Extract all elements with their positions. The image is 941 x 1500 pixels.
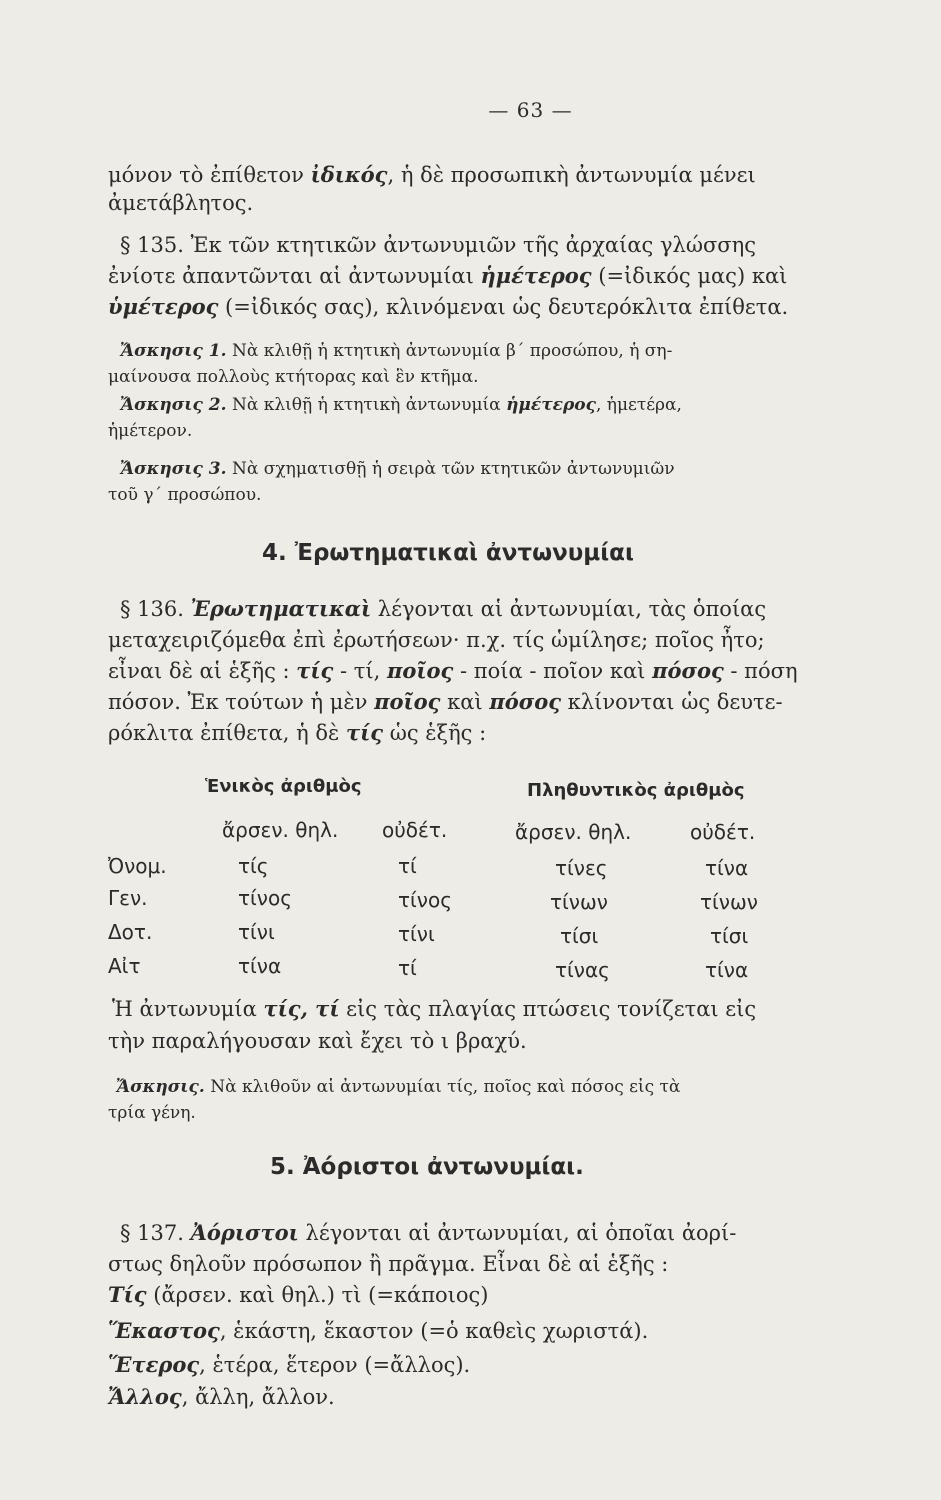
- text-line: § 136. Ἐρωτηματικαὶ λέγονται αἱ ἀντωνυμίαι, τὰς ὁποίας: [120, 596, 767, 621]
- exercise-line: Ἄσκησις 2. Νὰ κλιθῇ ἡ κτητικὴ ἀντωνυμία ἡμέτερος, ἡμετέρα,: [120, 395, 682, 415]
- section-heading: 5. Ἀόριστοι ἀντωνυμίαι.: [270, 1154, 584, 1180]
- table-cell: τίνα: [705, 856, 749, 880]
- exercise-line: τοῦ γ΄ προσώπου.: [108, 485, 262, 505]
- exercise-line: Ἄσκησις. Νὰ κλιθοῦν αἱ ἀντωνυμίαι τίς, ποῖος καὶ πόσος εἰς τὰ: [116, 1077, 681, 1097]
- text-line: ρόκλιτα ἐπίθετα, ἡ δὲ τίς ὡς ἑξῆς :: [108, 720, 487, 745]
- table-subheader: οὐδέτ.: [690, 820, 756, 844]
- text-line: ὑμέτερος (=ἰδικός σας), κλινόμεναι ὡς δευτερόκλιτα ἐπίθετα.: [108, 294, 789, 319]
- text-line: Ἕκαστος, ἑκάστη, ἕκαστον (=ὁ καθεὶς χωριστά).: [108, 1318, 649, 1343]
- exercise-line: Ἄσκησις 3. Νὰ σχηματισθῇ ἡ σειρὰ τῶν κτητικῶν ἀντωνυμιῶν: [120, 459, 675, 479]
- table-subheader: ἄρσεν. θηλ.: [222, 818, 339, 842]
- table-cell: τίνα: [705, 958, 749, 982]
- table-cell: τί: [398, 854, 417, 878]
- table-cell: τίνος: [238, 886, 292, 910]
- text-line: μόνον τὸ ἐπίθετον ἰδικός, ἡ δὲ προσωπικὴ ἀντωνυμία μένει: [108, 162, 756, 187]
- table-cell: Αἰτ: [108, 954, 141, 978]
- text-line: Ἄλλος, ἄλλη, ἄλλον.: [108, 1384, 335, 1409]
- exercise-line: ἡμέτερον.: [108, 421, 193, 441]
- table-cell: τίνας: [555, 958, 610, 982]
- table-cell: τίνων: [700, 890, 758, 914]
- table-cell: Γεν.: [108, 886, 148, 910]
- text-line: εἶναι δὲ αἱ ἑξῆς : τίς - τί, ποῖος - ποία - ποῖον καὶ πόσος - πόση: [108, 658, 798, 683]
- text-line: Ἡ ἀντωνυμία τίς, τί εἰς τὰς πλαγίας πτώσεις τονίζεται εἰς: [112, 996, 757, 1021]
- text-line: τὴν παραλήγουσαν καὶ ἔχει τὸ ι βραχύ.: [108, 1029, 527, 1053]
- text-line: Τίς (ἄρσεν. καὶ θηλ.) τὶ (=κάποιος): [108, 1282, 489, 1307]
- page-number: — 63 —: [488, 98, 573, 122]
- text-line: ἀμετάβλητος.: [108, 191, 254, 215]
- exercise-line: Ἄσκησις 1. Νὰ κλιθῇ ἡ κτητικὴ ἀντωνυμία β΄ προσώπου, ἡ ση-: [120, 341, 673, 361]
- text-line: ἐνίοτε ἀπαντῶνται αἱ ἀντωνυμίαι ἡμέτερος (=ἰδικός μας) καὶ: [108, 263, 788, 288]
- table-cell: τίς: [238, 854, 269, 878]
- text-line: § 135. Ἐκ τῶν κτητικῶν ἀντωνυμιῶν τῆς ἀρχαίας γλώσσης: [120, 233, 756, 257]
- table-header-singular: Ἑνικὸς ἀριθμὸς: [205, 776, 362, 797]
- table-cell: τίνι: [398, 922, 435, 946]
- table-subheader: οὐδέτ.: [382, 818, 448, 842]
- text-line: πόσον. Ἐκ τούτων ἡ μὲν ποῖος καὶ πόσος κλίνονται ὡς δευτε-: [108, 689, 783, 714]
- table-cell: τίνι: [238, 920, 275, 944]
- table-header-plural: Πληθυντικὸς ἀριθμὸς: [527, 780, 745, 801]
- text-line: Ἕτερος, ἑτέρα, ἕτερον (=ἄλλος).: [108, 1352, 471, 1377]
- table-cell: τίσι: [710, 924, 749, 948]
- text-line: μεταχειριζόμεθα ἐπὶ ἐρωτήσεων· π.χ. τίς ὡμίλησε; ποῖος ἦτο;: [108, 628, 765, 652]
- table-cell: τίνες: [555, 856, 608, 880]
- section-heading: 4. Ἐρωτηματικαὶ ἀντωνυμίαι: [262, 540, 634, 566]
- exercise-line: μαίνουσα πολλοὺς κτήτορας καὶ ἓν κτῆμα.: [108, 367, 479, 387]
- exercise-line: τρία γένη.: [108, 1103, 196, 1123]
- table-cell: τίνος: [398, 888, 452, 912]
- table-cell: τίνα: [238, 954, 282, 978]
- table-cell: Ὀνομ.: [108, 854, 167, 878]
- table-cell: τίνων: [550, 890, 608, 914]
- table-subheader: ἄρσεν. θηλ.: [515, 820, 632, 844]
- table-cell: τίσι: [560, 924, 599, 948]
- table-cell: Δοτ.: [108, 920, 153, 944]
- table-cell: τί: [398, 956, 417, 980]
- text-line: § 137. Ἀόριστοι λέγονται αἱ ἀντωνυμίαι, αἱ ὁποῖαι ἀορί-: [120, 1220, 737, 1245]
- text-line: στως δηλοῦν πρόσωπον ἢ πρᾶγμα. Εἶναι δὲ αἱ ἑξῆς :: [108, 1252, 669, 1276]
